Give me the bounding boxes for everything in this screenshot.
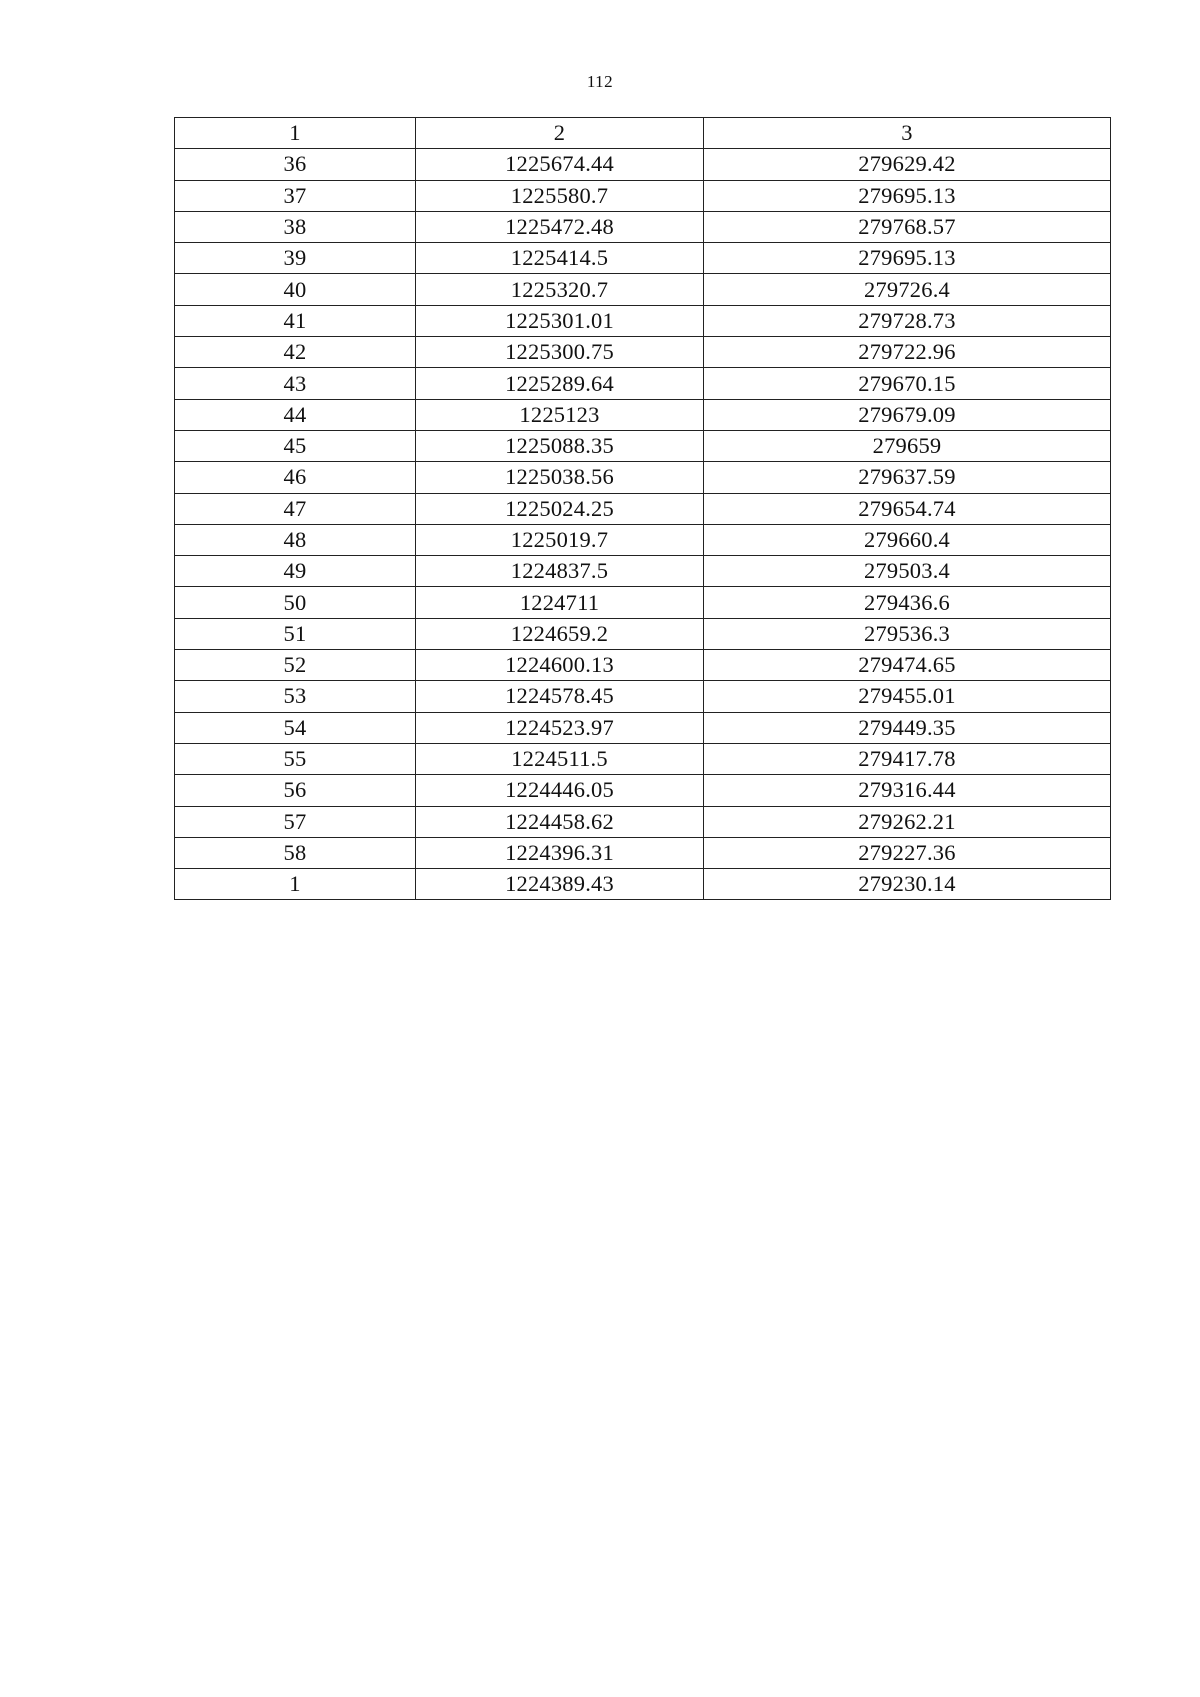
x-coordinate-cell: 1224659.2 bbox=[416, 618, 704, 649]
table-row bbox=[175, 430, 1111, 461]
x-coordinate-cell: 1225320.7 bbox=[416, 274, 704, 305]
point-number-cell: 45 bbox=[175, 430, 416, 461]
table-row bbox=[175, 337, 1111, 368]
point-number-cell: 36 bbox=[175, 149, 416, 180]
y-coordinate-cell: 279726.4 bbox=[704, 274, 1111, 305]
y-coordinate-cell: 279417.78 bbox=[704, 743, 1111, 774]
y-coordinate-cell: 279316.44 bbox=[704, 775, 1111, 806]
table-row bbox=[175, 869, 1111, 900]
point-number-cell: 44 bbox=[175, 399, 416, 430]
table-row bbox=[175, 243, 1111, 274]
point-number-cell: 47 bbox=[175, 493, 416, 524]
coordinates-table bbox=[174, 117, 1111, 900]
table-row bbox=[175, 618, 1111, 649]
point-number-cell: 50 bbox=[175, 587, 416, 618]
x-coordinate-cell: 1225289.64 bbox=[416, 368, 704, 399]
x-coordinate-cell: 1225038.56 bbox=[416, 462, 704, 493]
point-number-cell: 37 bbox=[175, 180, 416, 211]
x-coordinate-cell: 1225300.75 bbox=[416, 337, 704, 368]
column-header-x-coordinate: 2 bbox=[416, 118, 704, 149]
y-coordinate-cell: 279654.74 bbox=[704, 493, 1111, 524]
point-number-cell: 41 bbox=[175, 305, 416, 336]
y-coordinate-cell: 279474.65 bbox=[704, 650, 1111, 681]
x-coordinate-cell: 1224600.13 bbox=[416, 650, 704, 681]
x-coordinate-cell: 1224396.31 bbox=[416, 837, 704, 868]
point-number-cell: 49 bbox=[175, 556, 416, 587]
y-coordinate-cell: 279768.57 bbox=[704, 211, 1111, 242]
column-header-point-number: 1 bbox=[175, 118, 416, 149]
table-header bbox=[175, 118, 1111, 149]
point-number-cell: 43 bbox=[175, 368, 416, 399]
table-row bbox=[175, 681, 1111, 712]
y-coordinate-cell: 279637.59 bbox=[704, 462, 1111, 493]
table-row bbox=[175, 368, 1111, 399]
x-coordinate-cell: 1225472.48 bbox=[416, 211, 704, 242]
table-row bbox=[175, 587, 1111, 618]
x-coordinate-cell: 1224711 bbox=[416, 587, 704, 618]
point-number-cell: 53 bbox=[175, 681, 416, 712]
table-row bbox=[175, 493, 1111, 524]
x-coordinate-cell: 1225301.01 bbox=[416, 305, 704, 336]
point-number-cell: 38 bbox=[175, 211, 416, 242]
y-coordinate-cell: 279659 bbox=[704, 430, 1111, 461]
table-row bbox=[175, 806, 1111, 837]
y-coordinate-cell: 279436.6 bbox=[704, 587, 1111, 618]
y-coordinate-cell: 279230.14 bbox=[704, 869, 1111, 900]
y-coordinate-cell: 279503.4 bbox=[704, 556, 1111, 587]
y-coordinate-cell: 279449.35 bbox=[704, 712, 1111, 743]
column-header-y-coordinate: 3 bbox=[704, 118, 1111, 149]
y-coordinate-cell: 279262.21 bbox=[704, 806, 1111, 837]
y-coordinate-cell: 279536.3 bbox=[704, 618, 1111, 649]
point-number-cell: 57 bbox=[175, 806, 416, 837]
table-row bbox=[175, 712, 1111, 743]
x-coordinate-cell: 1224578.45 bbox=[416, 681, 704, 712]
table-row bbox=[175, 399, 1111, 430]
x-coordinate-cell: 1225674.44 bbox=[416, 149, 704, 180]
y-coordinate-cell: 279728.73 bbox=[704, 305, 1111, 336]
table-row bbox=[175, 837, 1111, 868]
table-header-row bbox=[175, 118, 1111, 149]
x-coordinate-cell: 1225123 bbox=[416, 399, 704, 430]
x-coordinate-cell: 1224511.5 bbox=[416, 743, 704, 774]
y-coordinate-cell: 279455.01 bbox=[704, 681, 1111, 712]
table-row bbox=[175, 462, 1111, 493]
table-row bbox=[175, 775, 1111, 806]
table-body bbox=[175, 149, 1111, 900]
point-number-cell: 46 bbox=[175, 462, 416, 493]
point-number-cell: 55 bbox=[175, 743, 416, 774]
point-number-cell: 1 bbox=[175, 869, 416, 900]
table-row bbox=[175, 211, 1111, 242]
table-row bbox=[175, 274, 1111, 305]
page-number: 112 bbox=[586, 72, 614, 91]
x-coordinate-cell: 1225414.5 bbox=[416, 243, 704, 274]
x-coordinate-cell: 1225019.7 bbox=[416, 524, 704, 555]
point-number-cell: 48 bbox=[175, 524, 416, 555]
point-number-cell: 52 bbox=[175, 650, 416, 681]
x-coordinate-cell: 1224837.5 bbox=[416, 556, 704, 587]
table-row bbox=[175, 149, 1111, 180]
point-number-cell: 51 bbox=[175, 618, 416, 649]
table-row bbox=[175, 305, 1111, 336]
x-coordinate-cell: 1224458.62 bbox=[416, 806, 704, 837]
point-number-cell: 42 bbox=[175, 337, 416, 368]
y-coordinate-cell: 279695.13 bbox=[704, 243, 1111, 274]
table-row bbox=[175, 556, 1111, 587]
y-coordinate-cell: 279722.96 bbox=[704, 337, 1111, 368]
table-row bbox=[175, 743, 1111, 774]
y-coordinate-cell: 279227.36 bbox=[704, 837, 1111, 868]
table-row bbox=[175, 650, 1111, 681]
point-number-cell: 40 bbox=[175, 274, 416, 305]
x-coordinate-cell: 1224389.43 bbox=[416, 869, 704, 900]
y-coordinate-cell: 279679.09 bbox=[704, 399, 1111, 430]
x-coordinate-cell: 1225580.7 bbox=[416, 180, 704, 211]
x-coordinate-cell: 1224446.05 bbox=[416, 775, 704, 806]
x-coordinate-cell: 1225024.25 bbox=[416, 493, 704, 524]
x-coordinate-cell: 1224523.97 bbox=[416, 712, 704, 743]
y-coordinate-cell: 279629.42 bbox=[704, 149, 1111, 180]
x-coordinate-cell: 1225088.35 bbox=[416, 430, 704, 461]
y-coordinate-cell: 279660.4 bbox=[704, 524, 1111, 555]
table-row bbox=[175, 180, 1111, 211]
point-number-cell: 39 bbox=[175, 243, 416, 274]
y-coordinate-cell: 279670.15 bbox=[704, 368, 1111, 399]
point-number-cell: 58 bbox=[175, 837, 416, 868]
point-number-cell: 54 bbox=[175, 712, 416, 743]
point-number-cell: 56 bbox=[175, 775, 416, 806]
y-coordinate-cell: 279695.13 bbox=[704, 180, 1111, 211]
table-row bbox=[175, 524, 1111, 555]
